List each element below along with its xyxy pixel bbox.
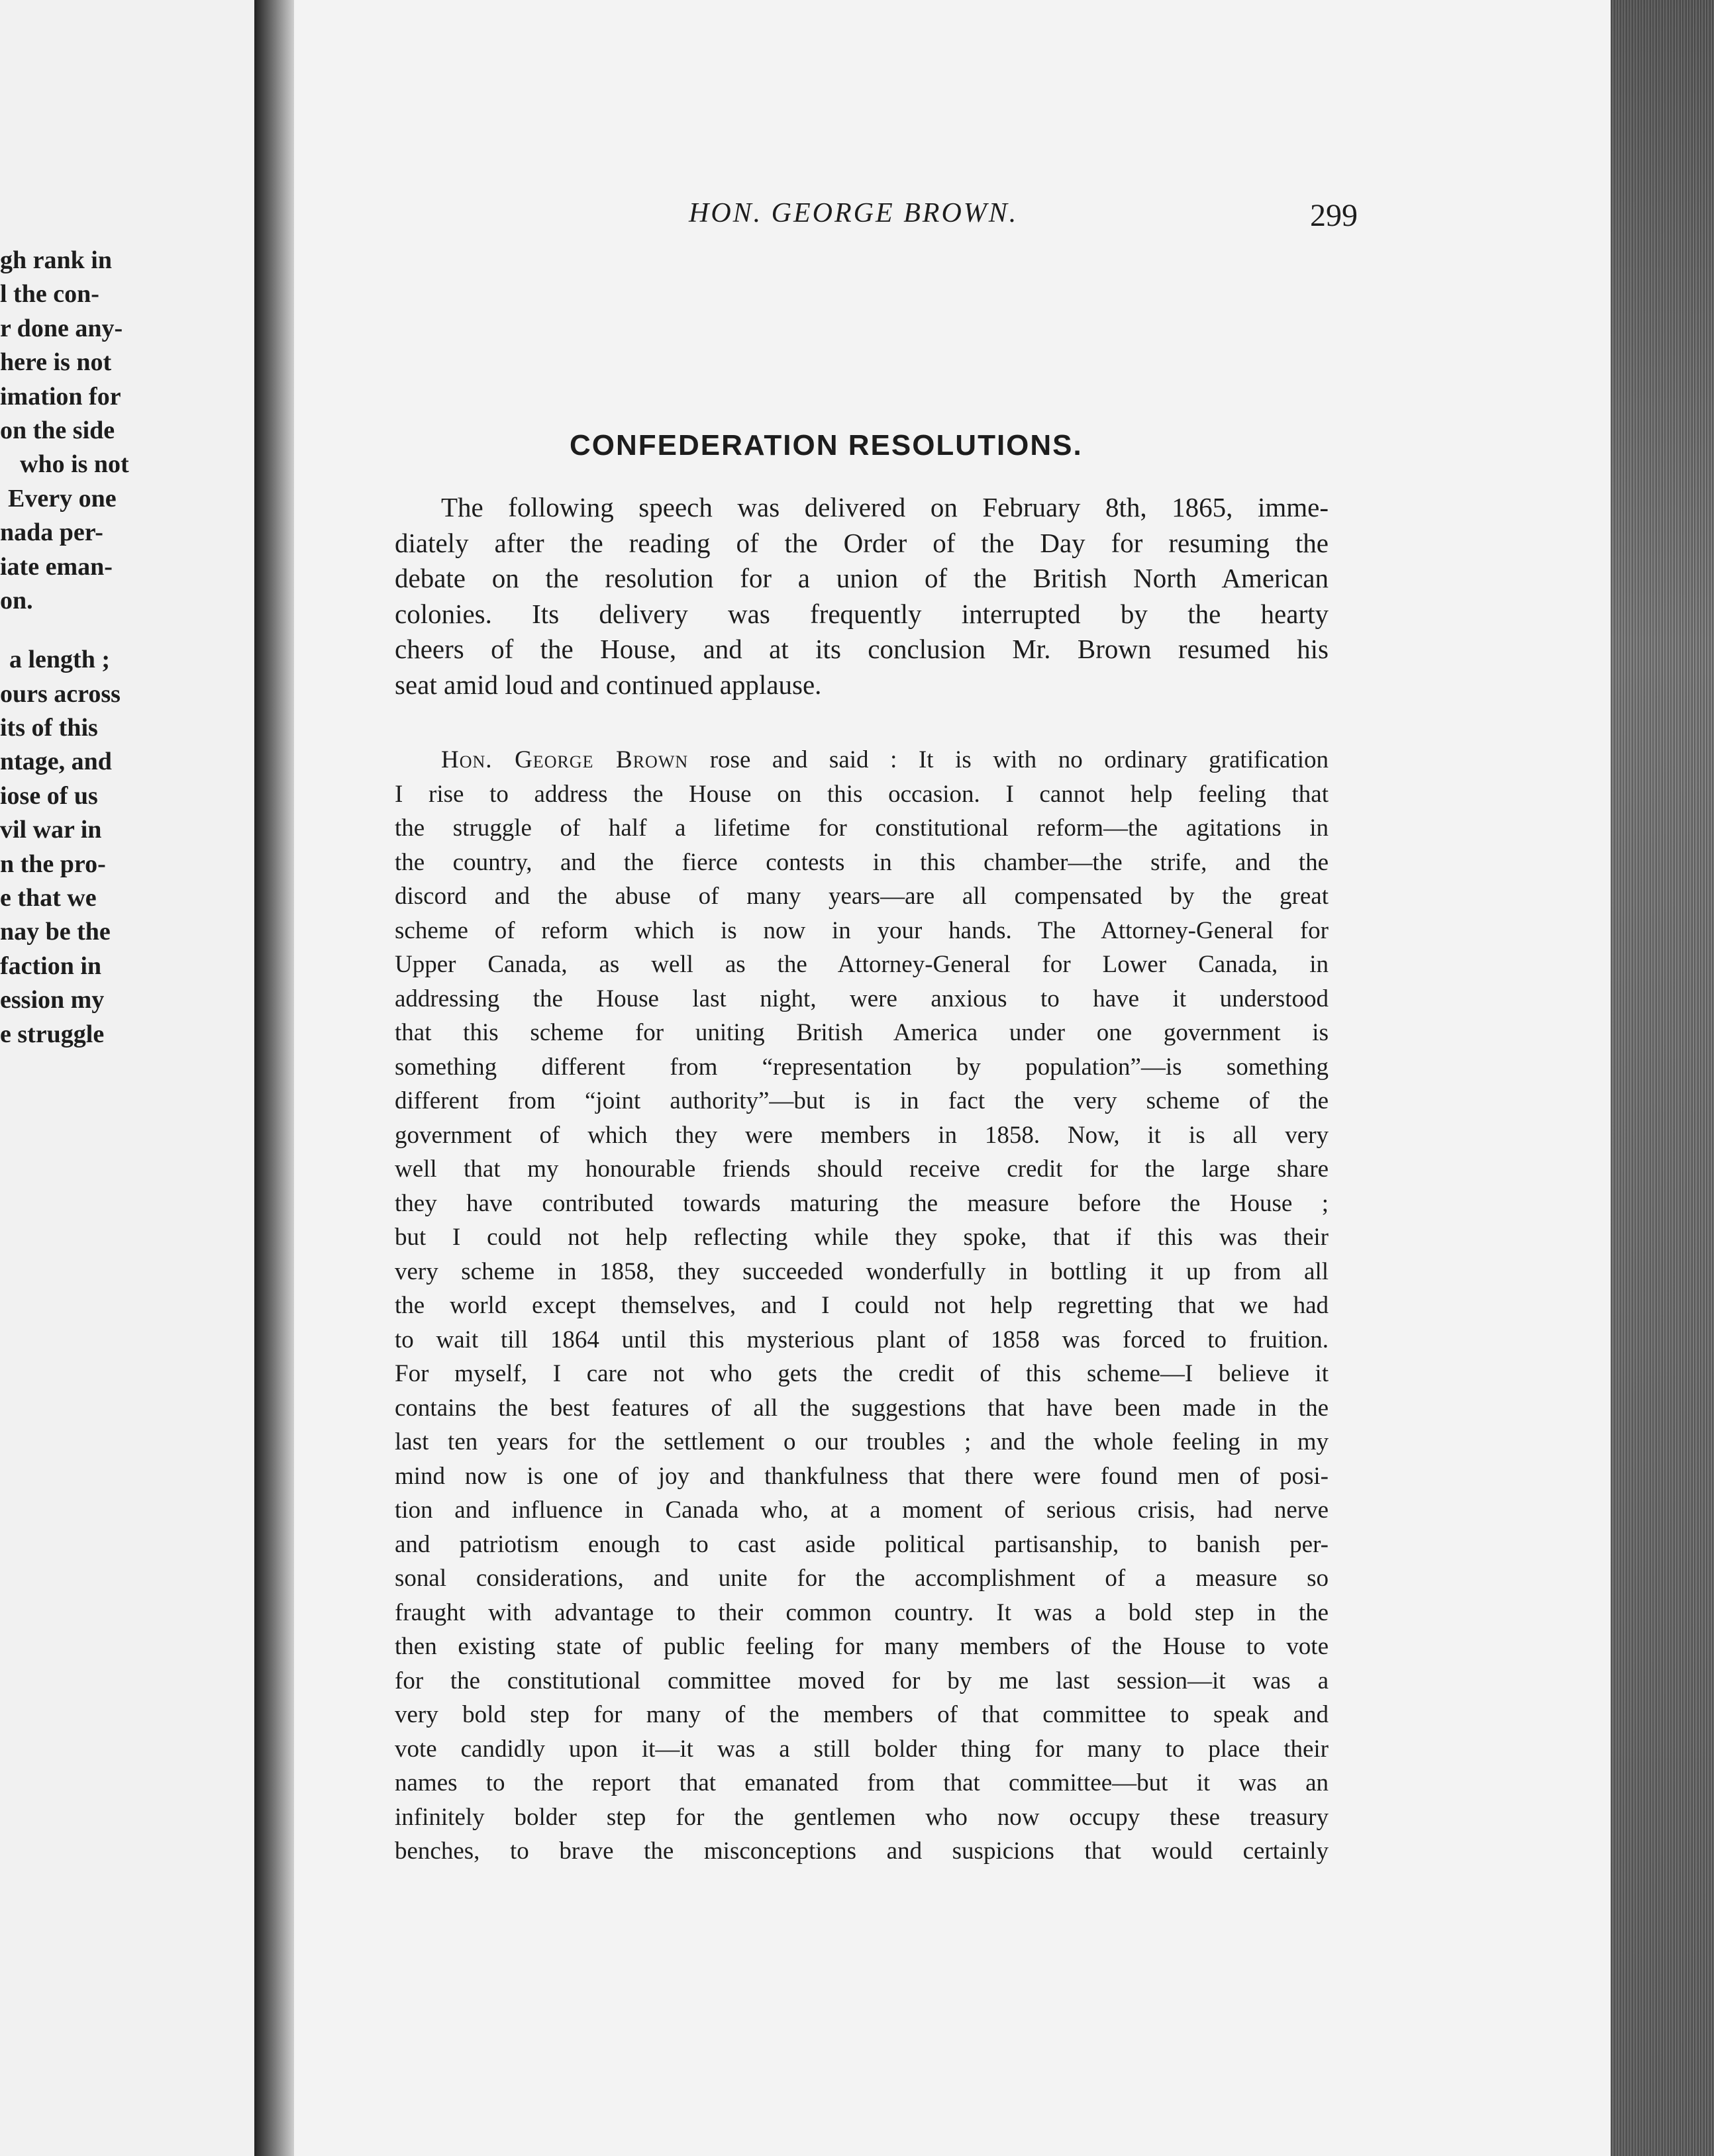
left-line: r done any- (0, 314, 123, 342)
speech-line: very scheme in 1858, they succeeded wonderfully in bottling it up from all (395, 1257, 1329, 1285)
speech-line: infinitely bolder step for the gentlemen who now occupy these treasury (395, 1803, 1329, 1831)
speech-body (395, 743, 1329, 1869)
left-line: n the pro- (0, 850, 106, 878)
speech-line: the country, and the fierce contests in this chamber—the strife, and the (395, 848, 1329, 876)
speech-line: For myself, I care not who gets the credit of this scheme—I believe it (395, 1360, 1329, 1387)
left-line: a length ; (9, 646, 110, 674)
left-line: on. (0, 586, 33, 614)
left-line: vil war in (0, 816, 102, 844)
speech-line: names to the report that emanated from that committee—but it was an (395, 1769, 1329, 1796)
speech-line: but I could not help reflecting while they spoke, that if this was their (395, 1224, 1329, 1251)
speech-line: and patriotism enough to cast aside political partisanship, to banish per- (395, 1530, 1329, 1558)
left-line: imation for (0, 382, 121, 411)
speech-first-line (395, 743, 1329, 777)
book-gutter (254, 0, 294, 2156)
left-line: nada per- (0, 518, 103, 547)
speech-line: scheme of reform which is now in your hands. The Attorney-General for (395, 916, 1329, 944)
speech-line: to wait till 1864 until this mysterious plant of 1858 was forced to fruition. (395, 1326, 1329, 1353)
intro-paragraph (395, 490, 1329, 703)
left-line: here is not (0, 348, 112, 377)
left-facing-page (0, 0, 254, 2156)
page-edges-shade (1611, 0, 1714, 2156)
left-line: iate eman- (0, 552, 113, 581)
speech-line: Upper Canada, as well as the Attorney-General for Lower Canada, in (395, 951, 1329, 978)
speech-line: different from “joint authority”—but is in fact the very scheme of the (395, 1087, 1329, 1114)
speech-line: fraught with advantage to their common country. It was a bold step in the (395, 1598, 1329, 1626)
speech-line: sonal considerations, and unite for the accomplishment of a measure so (395, 1565, 1329, 1592)
speaker-name: Hon. George Brown (441, 746, 689, 773)
speech-line: benches, to brave the misconceptions and suspicions that would certainly (395, 1838, 1329, 1865)
intro-line: cheers of the House, and at its conclusion Mr. Brown resumed his (395, 634, 1329, 664)
intro-line: The following speech was delivered on February 8th, 1865, imme- (441, 492, 1329, 522)
running-head: HON. GEORGE BROWN. (689, 198, 1019, 228)
speech-line: very bold step for many of the members of that committee to speak and (395, 1701, 1329, 1728)
speech-line: they have contributed towards maturing the measure before the House ; (395, 1189, 1329, 1217)
speech-line: last ten years for the settlement o our troubles ; and the whole feeling in my (395, 1428, 1329, 1455)
intro-line: diately after the reading of the Order of the Day for resuming the (395, 527, 1329, 558)
speech-line: then existing state of public feeling for many members of the House to vote (395, 1633, 1329, 1660)
left-line: faction in (0, 952, 102, 980)
speech-line: addressing the House last night, were anxious to have it understood (395, 985, 1329, 1012)
left-line: e struggle (0, 1020, 105, 1048)
left-page-text (0, 244, 139, 1052)
intro-line: colonies. Its delivery was frequently interrupted by the hearty (395, 598, 1329, 629)
speech-line: mind now is one of joy and thankfulness that there were found men of posi- (395, 1462, 1329, 1490)
left-line: ntage, and (0, 748, 112, 776)
speech-line: vote candidly upon it—it was a still bolder thing for many to place their (395, 1735, 1329, 1763)
left-line: l the con- (0, 280, 99, 309)
left-line: who is not (20, 450, 129, 479)
section-title: CONFEDERATION RESOLUTIONS. (570, 429, 1083, 462)
left-line: its of this (0, 714, 98, 742)
speech-line: I rise to address the House on this occasion. I cannot help feeling that (395, 780, 1329, 808)
speech-line: tion and influence in Canada who, at a moment of serious crisis, had nerve (395, 1496, 1329, 1524)
intro-line: seat amid loud and continued applause. (395, 669, 822, 700)
left-line: on the side (0, 416, 115, 444)
speech-line: for the constitutional committee moved for by me last session—it was a (395, 1667, 1329, 1694)
speech-first-line-text: rose and said : It is with no ordinary gratification (688, 746, 1329, 773)
left-line: gh rank in (0, 246, 112, 274)
left-line: iose of us (0, 781, 98, 810)
intro-line: debate on the resolution for a union of the British North American (395, 563, 1329, 593)
left-line: e that we (0, 884, 97, 912)
left-line: nay be the (0, 918, 111, 946)
speech-line: the world except themselves, and I could not help regretting that we had (395, 1292, 1329, 1319)
left-line: ours across (0, 679, 121, 708)
speech-line: government of which they were members in 1858. Now, it is all very (395, 1121, 1329, 1149)
speech-line: something different from “representation by population”—is something (395, 1053, 1329, 1081)
page-number: 299 (1310, 198, 1358, 233)
left-line: Every one (8, 484, 117, 513)
speech-line: the struggle of half a lifetime for constitutional reform—the agitations in (395, 814, 1329, 842)
speech-line: that this scheme for uniting British America under one government is (395, 1019, 1329, 1046)
left-line: ession my (0, 986, 105, 1014)
speech-line: contains the best features of all the suggestions that have been made in the (395, 1394, 1329, 1422)
speech-line: discord and the abuse of many years—are all compensated by the great (395, 883, 1329, 910)
speech-line: well that my honourable friends should receive credit for the large share (395, 1155, 1329, 1183)
